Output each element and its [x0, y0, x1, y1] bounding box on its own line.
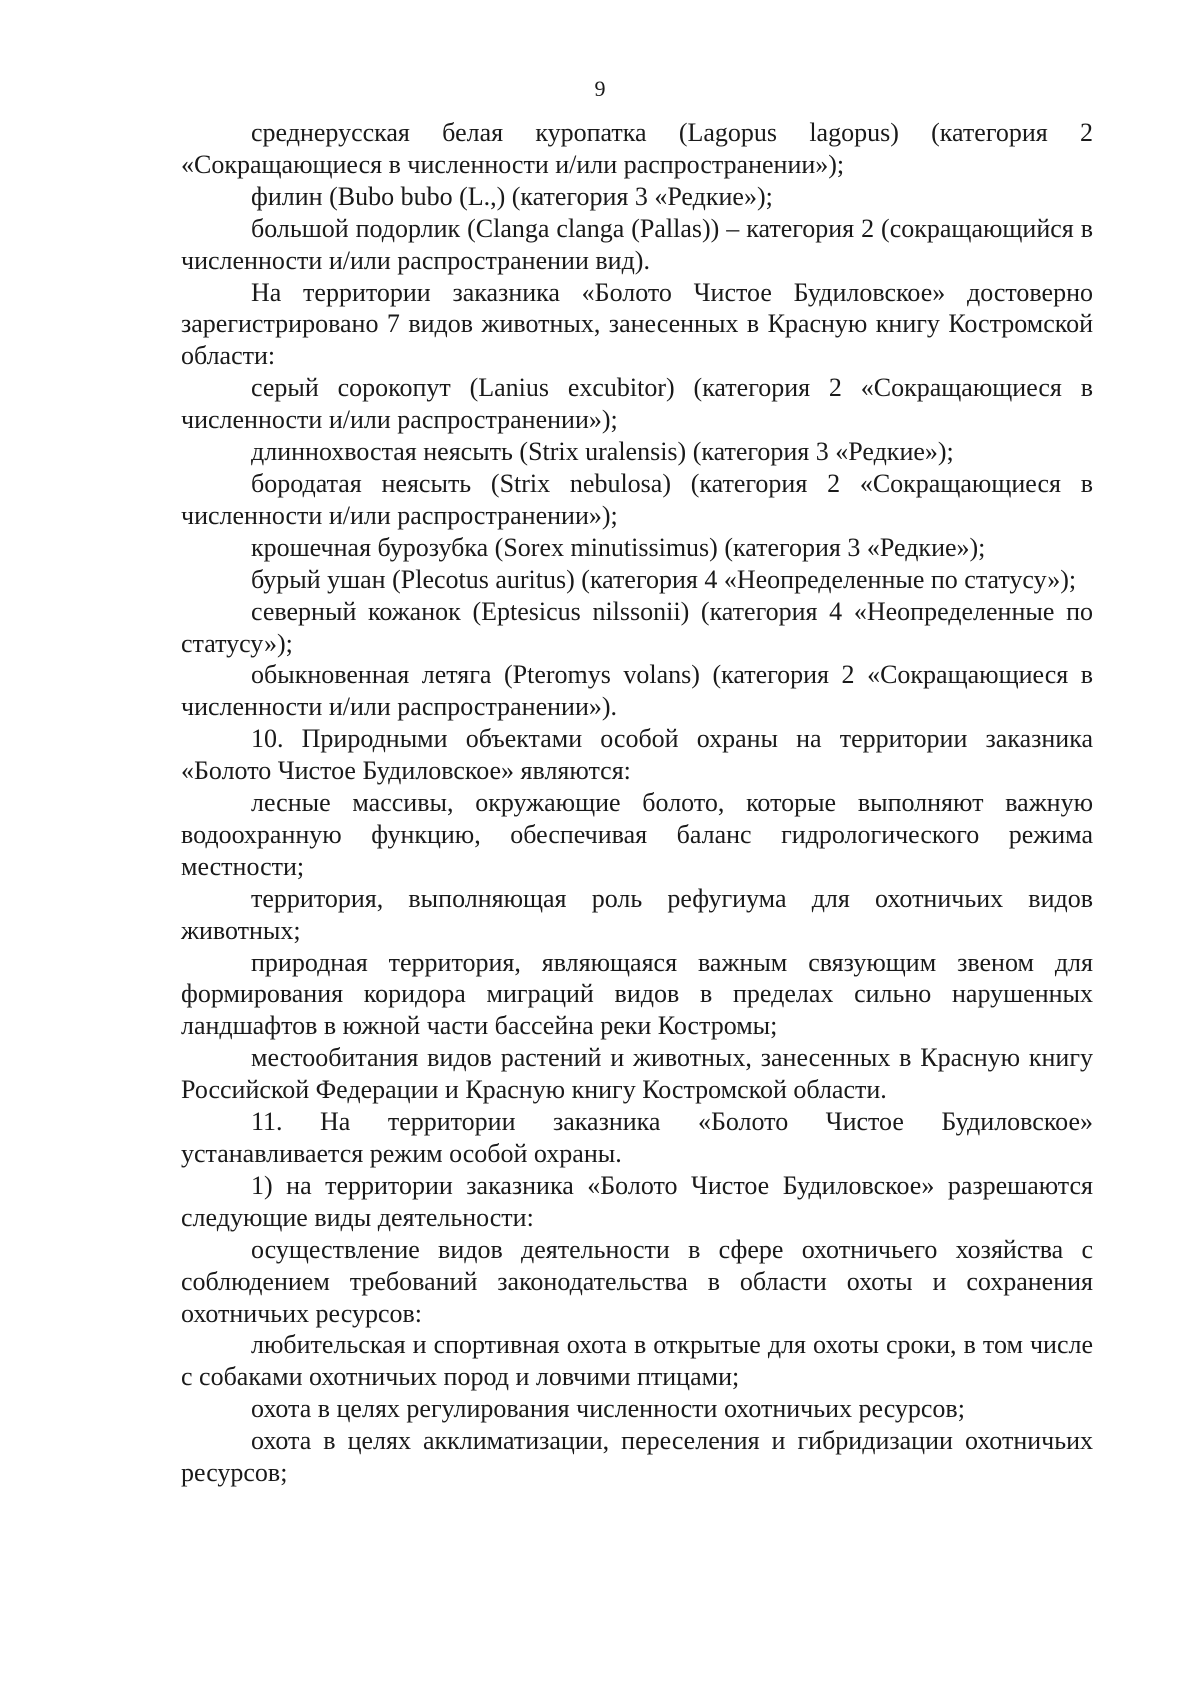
paragraph: большой подорлик (Clanga clanga (Pallas)) – категория 2 (сокращающийся в численности и/или распространении вид).	[181, 213, 1093, 275]
paragraph: осуществление видов деятельности в сфере охотничьего хозяйства с соблюдением требований законодательства в области охоты и сохранения охотничьих ресурсов:	[181, 1234, 1093, 1328]
paragraph: среднерусская белая куропатка (Lagopus lagopus) (категория 2 «Сокращающиеся в численности и/или распространении»);	[181, 118, 1093, 179]
paragraph: крошечная бурозубка (Sorex minutissimus) (категория 3 «Редкие»);	[251, 532, 986, 562]
paragraph: На территории заказника «Болото Чистое Будиловское» достоверно зарегистрировано 7 видов животных, занесенных в Красную книгу Костромской области:	[181, 277, 1093, 371]
paragraph: охота в целях регулирования численности охотничьих ресурсов;	[251, 1394, 965, 1424]
paragraph: филин (Bubo bubo (L.,) (категория 3 «Редкие»);	[251, 181, 773, 211]
paragraph: северный кожанок (Eptesicus nilssonii) (категория 4 «Неопределенные по статусу»);	[181, 596, 1093, 658]
paragraph: охота в целях акклиматизации, переселения и гибридизации охотничьих ресурсов;	[181, 1426, 1093, 1488]
paragraph: длиннохвостая неясыть (Strix uralensis) (категория 3 «Редкие»);	[251, 437, 954, 467]
paragraph: серый сорокопут (Lanius excubitor) (категория 2 «Сокращающиеся в численности и/или распространении»);	[181, 373, 1093, 435]
paragraph: 11. На территории заказника «Болото Чистое Будиловское» устанавливается режим особой охраны.	[181, 1107, 1093, 1168]
paragraph: любительская и спортивная охота в открытые для охоты сроки, в том числе с собаками охотничьих пород и ловчими птицами;	[181, 1330, 1093, 1392]
paragraph: природная территория, являющаяся важным связующим звеном для формирования коридора миграций видов в пределах сильно нарушенных ландшафтов в южной части бассейна реки Костромы;	[181, 947, 1093, 1041]
paragraph: 1) на территории заказника «Болото Чистое Будиловское» разрешаются следующие виды деятельности:	[181, 1170, 1093, 1232]
paragraph: обыкновенная летяга (Pteromys volans) (категория 2 «Сокращающиеся в численности и/или распространении»).	[181, 660, 1093, 722]
document-body	[181, 117, 1093, 1489]
paragraph: бурый ушан (Plecotus auritus) (категория 4 «Неопределенные по статусу»);	[251, 564, 1077, 594]
paragraph: 10. Природными объектами особой охраны на территории заказника «Болото Чистое Будиловское» являются:	[181, 724, 1093, 786]
paragraph: территория, выполняющая роль рефугиума для охотничьих видов животных;	[181, 883, 1093, 945]
page-number: 9	[594, 76, 606, 101]
paragraph: местообитания видов растений и животных, занесенных в Красную книгу Российской Федерации и Красную книгу Костромской области.	[181, 1043, 1093, 1105]
paragraph: лесные массивы, окружающие болото, которые выполняют важную водоохранную функцию, обеспечивая баланс гидрологического режима местности;	[181, 788, 1093, 881]
paragraph: бородатая неясыть (Strix nebulosa) (категория 2 «Сокращающиеся в численности и/или распространении»);	[181, 468, 1093, 530]
